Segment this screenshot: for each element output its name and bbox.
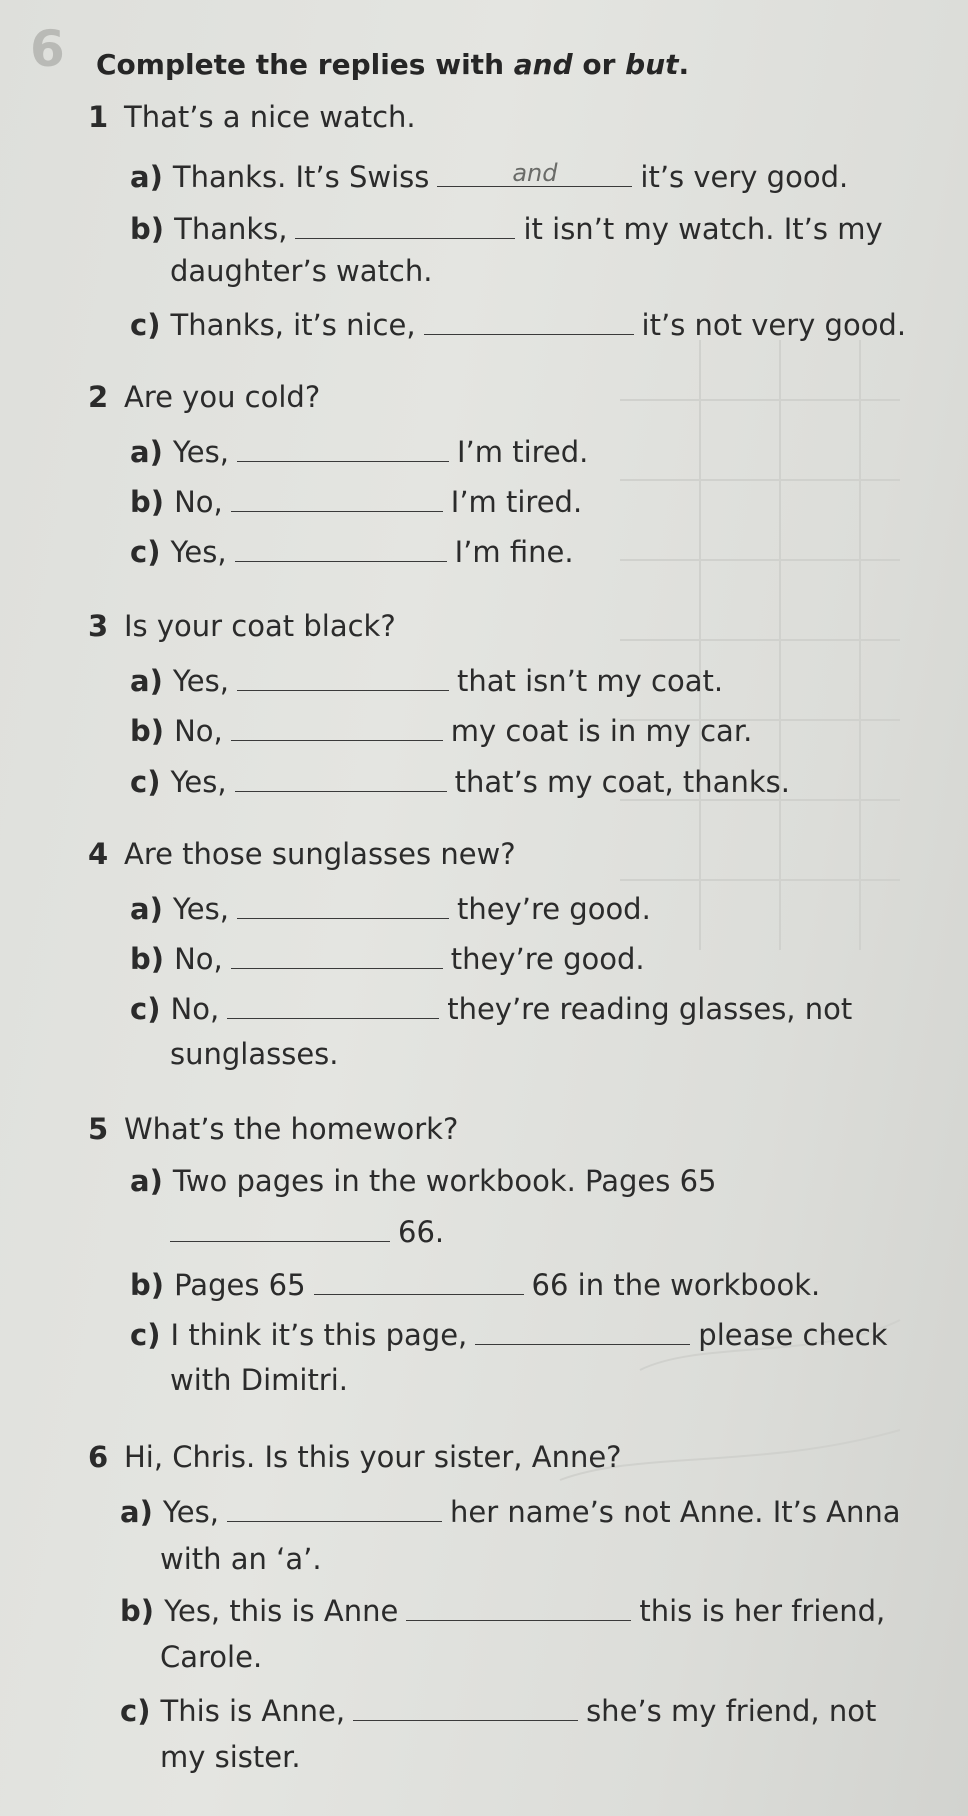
instruction-but: but <box>625 48 679 81</box>
answer-blank[interactable] <box>424 308 634 335</box>
reply-text-before: Yes, <box>162 1495 219 1529</box>
reply-letter: b) <box>130 1268 175 1302</box>
reply-line <box>120 1594 885 1626</box>
reply-line <box>120 1694 876 1726</box>
reply-text-before: Yes, <box>170 535 227 569</box>
question-number: 4 <box>88 837 109 871</box>
handwritten-answer: and <box>512 159 558 187</box>
answer-blank[interactable] <box>437 160 632 187</box>
reply-line <box>130 1318 887 1350</box>
reply-text-after: I’m tired. <box>456 435 589 469</box>
reply-letter: a) <box>130 892 173 926</box>
reply-text-before: No, <box>174 714 223 748</box>
question-number: 2 <box>88 380 109 414</box>
reply-text-before: Two pages in the workbook. Pages 65 <box>172 1164 717 1198</box>
question-number: 5 <box>88 1112 109 1146</box>
answer-blank[interactable] <box>227 992 439 1019</box>
reply-letter: c) <box>130 535 171 569</box>
instruction-text: Complete the replies with <box>96 48 514 81</box>
question-text: Are you cold? <box>124 380 321 414</box>
reply-text-after: please check <box>698 1318 888 1352</box>
answer-blank[interactable] <box>237 435 449 462</box>
instruction-or: or <box>572 48 626 81</box>
question-number: 6 <box>88 1440 109 1474</box>
reply-line <box>130 160 848 192</box>
reply-text-after: it’s very good. <box>640 160 849 194</box>
question-text: Are those sunglasses new? <box>124 837 516 871</box>
reply-letter: c) <box>120 1694 161 1728</box>
reply-continuation <box>170 1215 444 1247</box>
reply-letter: a) <box>130 664 173 698</box>
reply-line <box>130 435 588 467</box>
reply-text-before: No, <box>174 942 223 976</box>
question-text: Hi, Chris. Is this your sister, Anne? <box>124 1440 622 1474</box>
reply-text-after: they’re reading glasses, not <box>447 992 853 1026</box>
instruction-end: . <box>678 48 690 81</box>
reply-continuation: daughter’s watch. <box>170 254 433 288</box>
answer-blank[interactable] <box>237 664 449 691</box>
reply-text-after: my coat is in my car. <box>450 714 753 748</box>
reply-text-before: Yes, <box>172 892 229 926</box>
reply-text-before: Yes, this is Anne <box>164 1594 399 1628</box>
answer-blank[interactable] <box>237 892 449 919</box>
reply-letter: b) <box>130 485 175 519</box>
answer-blank[interactable] <box>475 1318 690 1345</box>
reply-letter: b) <box>130 714 175 748</box>
reply-text-after: they’re good. <box>450 942 645 976</box>
reply-text-after: that’s my coat, thanks. <box>454 765 790 799</box>
reply-text-after: I’m tired. <box>450 485 583 519</box>
reply-letter: c) <box>130 1318 171 1352</box>
answer-blank[interactable] <box>235 765 447 792</box>
question-prompt <box>88 100 416 134</box>
reply-letter: a) <box>120 1495 163 1529</box>
reply-text-before: Yes, <box>172 435 229 469</box>
reply-line <box>130 212 883 244</box>
question-number: 3 <box>88 609 109 643</box>
answer-blank[interactable] <box>231 714 443 741</box>
reply-text-before: Yes, <box>170 765 227 799</box>
reply-text-before: Thanks, it’s nice, <box>170 308 416 342</box>
answer-blank[interactable] <box>170 1215 390 1242</box>
answer-blank[interactable] <box>227 1495 442 1522</box>
reply-line <box>130 765 790 797</box>
answer-blank[interactable] <box>295 212 515 239</box>
reply-line <box>130 1164 717 1198</box>
exercise-instructions <box>96 48 689 81</box>
reply-text-after: I’m fine. <box>454 535 574 569</box>
reply-text-after: this is her friend, <box>639 1594 886 1628</box>
reply-letter: c) <box>130 308 171 342</box>
reply-continuation: sunglasses. <box>170 1037 339 1071</box>
question-text: That’s a nice watch. <box>124 100 416 134</box>
question-prompt <box>88 380 321 414</box>
reply-continuation: my sister. <box>160 1740 301 1774</box>
reply-letter: b) <box>130 942 175 976</box>
reply-line <box>130 664 723 696</box>
reply-letter: c) <box>130 765 171 799</box>
reply-line <box>130 535 574 567</box>
reply-letter: a) <box>130 1164 173 1198</box>
reply-continuation: with an ‘a’. <box>160 1542 322 1576</box>
reply-line <box>130 1268 820 1300</box>
reply-continuation: with Dimitri. <box>170 1363 349 1397</box>
reply-text-before: This is Anne, <box>160 1694 346 1728</box>
reply-text-before: Thanks. It’s Swiss <box>172 160 430 194</box>
answer-blank[interactable] <box>314 1268 524 1295</box>
reply-letter: a) <box>130 435 173 469</box>
reply-line <box>130 892 651 924</box>
reply-text-after: 66 in the workbook. <box>531 1268 821 1302</box>
question-prompt <box>88 1112 459 1146</box>
reply-text-after: 66. <box>398 1215 445 1249</box>
reply-letter: c) <box>130 992 171 1026</box>
reply-letter: b) <box>120 1594 165 1628</box>
reply-letter: a) <box>130 160 173 194</box>
reply-line <box>130 308 906 340</box>
question-text: Is your coat black? <box>124 609 396 643</box>
question-prompt <box>88 1440 622 1474</box>
answer-blank[interactable] <box>231 485 443 512</box>
reply-line <box>130 992 852 1024</box>
reply-text-after: her name’s not Anne. It’s Anna <box>449 1495 901 1529</box>
reply-text-before: No, <box>170 992 220 1026</box>
reply-text-before: Pages 65 <box>174 1268 306 1302</box>
reply-line <box>130 942 645 974</box>
question-prompt <box>88 609 396 643</box>
answer-blank[interactable] <box>406 1594 631 1621</box>
instruction-and: and <box>513 48 573 81</box>
reply-text-before: Yes, <box>172 664 229 698</box>
reply-text-after: it’s not very good. <box>641 308 907 342</box>
reply-line <box>120 1495 901 1527</box>
reply-text-before: I think it’s this page, <box>170 1318 468 1352</box>
reply-line <box>130 714 752 746</box>
reply-text-after: that isn’t my coat. <box>456 664 724 698</box>
reply-text-before: No, <box>174 485 223 519</box>
reply-continuation: Carole. <box>160 1640 263 1674</box>
question-number: 1 <box>88 100 109 134</box>
answer-blank[interactable] <box>353 1694 578 1721</box>
reply-text-after: she’s my friend, not <box>586 1694 877 1728</box>
reply-text-after: it isn’t my watch. It’s my <box>523 212 883 246</box>
reply-line <box>130 485 582 517</box>
answer-blank[interactable] <box>231 942 443 969</box>
reply-text-before: Thanks, <box>174 212 288 246</box>
answer-blank[interactable] <box>235 535 447 562</box>
reply-letter: b) <box>130 212 175 246</box>
question-prompt <box>88 837 516 871</box>
reply-text-after: they’re good. <box>456 892 651 926</box>
question-text: What’s the homework? <box>124 1112 459 1146</box>
exercise-number: 6 <box>30 20 65 78</box>
